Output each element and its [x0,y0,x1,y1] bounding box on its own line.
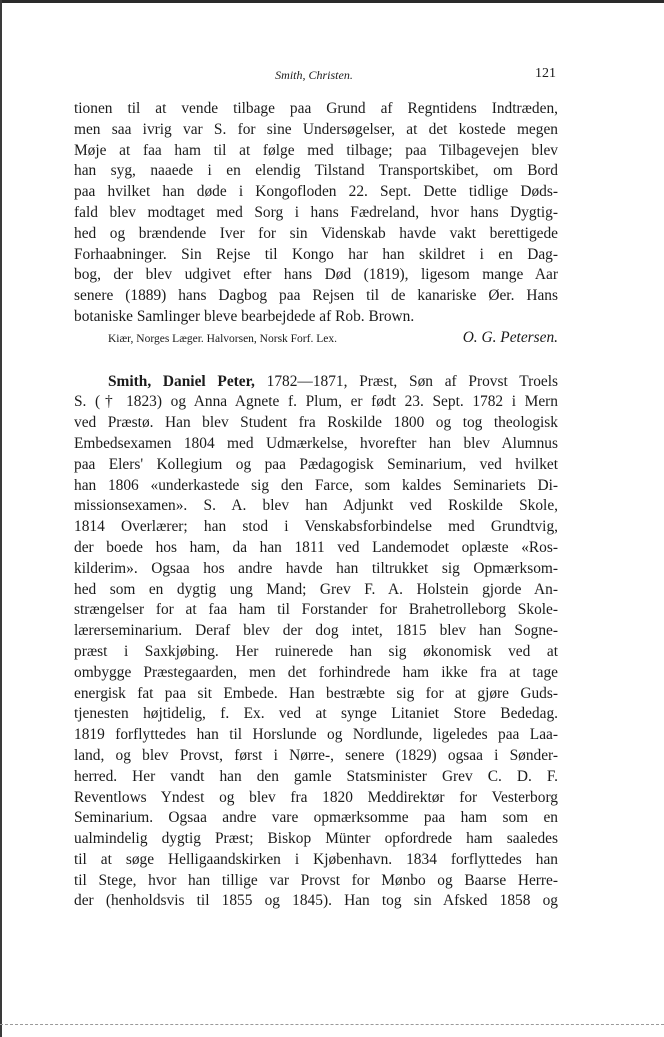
page-number: 121 [535,66,556,81]
text-line: lærerseminarium. Deraf blev der dog intet, 1815 blev han Sogne- [74,622,558,640]
text-line: paa hvilket han døde i Kongofloden 22. Sept. Dette tidlige Døds- [74,183,558,201]
text-line: herred. Her vandt han den gamle Statsminister Grev C. D. F. [74,767,558,785]
page-header [72,66,556,84]
entry-first-line-text: 1782—1871, Præst, Søn af Provst Troels [254,372,559,390]
references-line [74,328,558,349]
paragraph-continued [74,99,558,328]
top-border [0,0,664,3]
left-border [0,0,2,1037]
text-line: ombygge Præstegaarden, men det forhindrede ham ikke fra at tage [74,663,558,681]
text-line: der (henholdsvis til 1855 og 1845). Han tog sin Afsked 1858 og [74,892,558,910]
text-line: Seminarium. Ogsaa andre vare opmærksomme paa ham som en [74,809,558,827]
text-line: botaniske Samlinger bleve bearbejdede af Rob. Brown. [74,307,415,325]
text-line: energisk fat paa sit Embede. Han bestræbte sig for at gjøre Guds- [74,684,558,702]
text-line: S. († 1823) og Anna Agnete f. Plum, er født 23. Sept. 1782 i Mern [74,393,558,411]
text-line: hed som en dygtig ung Mand; Grev F. A. Holstein gjorde An- [74,580,558,598]
text-line: kilderim». Ogsaa hos andre havde han tiltrukket sig Opmærksom- [74,559,558,577]
text-line: Reventlows Yndest og blev fra 1820 Meddirektør for Vesterborg [74,788,558,806]
text-line: han syg, naaede i en elendig Tilstand Transportskibet, om Bord [74,162,558,180]
text-line: tjenesten højtidelig, f. Ex. ved at synge Litaniet Store Bededag. [74,705,558,723]
text-line: ualmindelig dygtig Præst; Biskop Münter opfordrede ham saaledes [74,830,558,848]
entry-first-line [74,372,558,393]
text-line: hed og brændende Iver for sin Videnskab havde vakt berettigede [74,224,558,242]
text-line: ved Præstø. Han blev Student fra Roskilde 1800 og tog theologisk [74,414,558,432]
text-line: til Stege, hvor han tillige var Provst for Mønbo og Baarse Herre- [74,871,558,889]
text-line: 1814 Overlærer; han stod i Venskabsforbindelse med Grundtvig, [74,518,558,536]
text-line: fald blev modtaget med Sorg i hans Fædreland, hvor hans Dygtig- [74,203,558,221]
text-line: paa Elers' Kollegium og paa Pædagogisk Seminarium, ved hvilket [74,455,558,473]
text-line: han 1806 «underkastede sig den Farce, som kaldes Seminariets Di- [74,476,558,494]
text-line: men saa ivrig var S. for sine Undersøgelser, at det kostede megen [74,120,558,138]
running-title: Smith, Christen. [275,68,353,82]
page-body [74,99,558,912]
text-line: senere (1889) hans Dagbog paa Rejsen til de kanariske Øer. Hans [74,287,558,305]
text-line: der boede hos ham, da han 1811 ved Landemodet oplæste «Ros- [74,538,558,556]
text-line: land, og blev Provst, først i Nørre-, senere (1829) ogsaa i Sønder- [74,746,558,764]
entry-gap [74,349,558,372]
text-line: missionsexamen». S. A. blev han Adjunkt ved Roskilde Skole, [74,497,558,515]
biography-entry [74,372,558,913]
bottom-border [0,1024,664,1025]
text-line: Møje at faa ham til at følge med tilbage; paa Tilbagevejen blev [74,141,558,159]
text-line: til at søge Helligaandskirken i Kjøbenhavn. 1834 forflyttedes han [74,850,558,868]
entry-name: Smith, Daniel Peter, [108,372,255,390]
text-line: 1819 forflyttedes han til Horslunde og Nordlunde, ligeledes paa Laa- [74,726,558,744]
text-line: tionen til at vende tilbage paa Grund af Regntidens Indtræden, [74,100,558,117]
author-signature: O. G. Petersen. [462,328,558,346]
text-line: strængelser for at faa ham til Forstander for Brahetrolleborg Skole- [74,601,558,619]
text-line: bog, der blev udgivet efter hans Død (1819), ligesom mange Aar [74,266,558,284]
text-line: Embedsexamen 1804 med Udmærkelse, hvorefter han blev Alumnus [74,434,558,452]
text-line: Forhaabninger. Sin Rejse til Kongo har han skildret i en Dag- [74,245,558,263]
references: Kiær, Norges Læger. Halvorsen, Norsk Forf. Lex. [108,332,337,345]
text-line: præst i Saxkjøbing. Her ruinerede han sig økonomisk ved at [74,642,558,660]
